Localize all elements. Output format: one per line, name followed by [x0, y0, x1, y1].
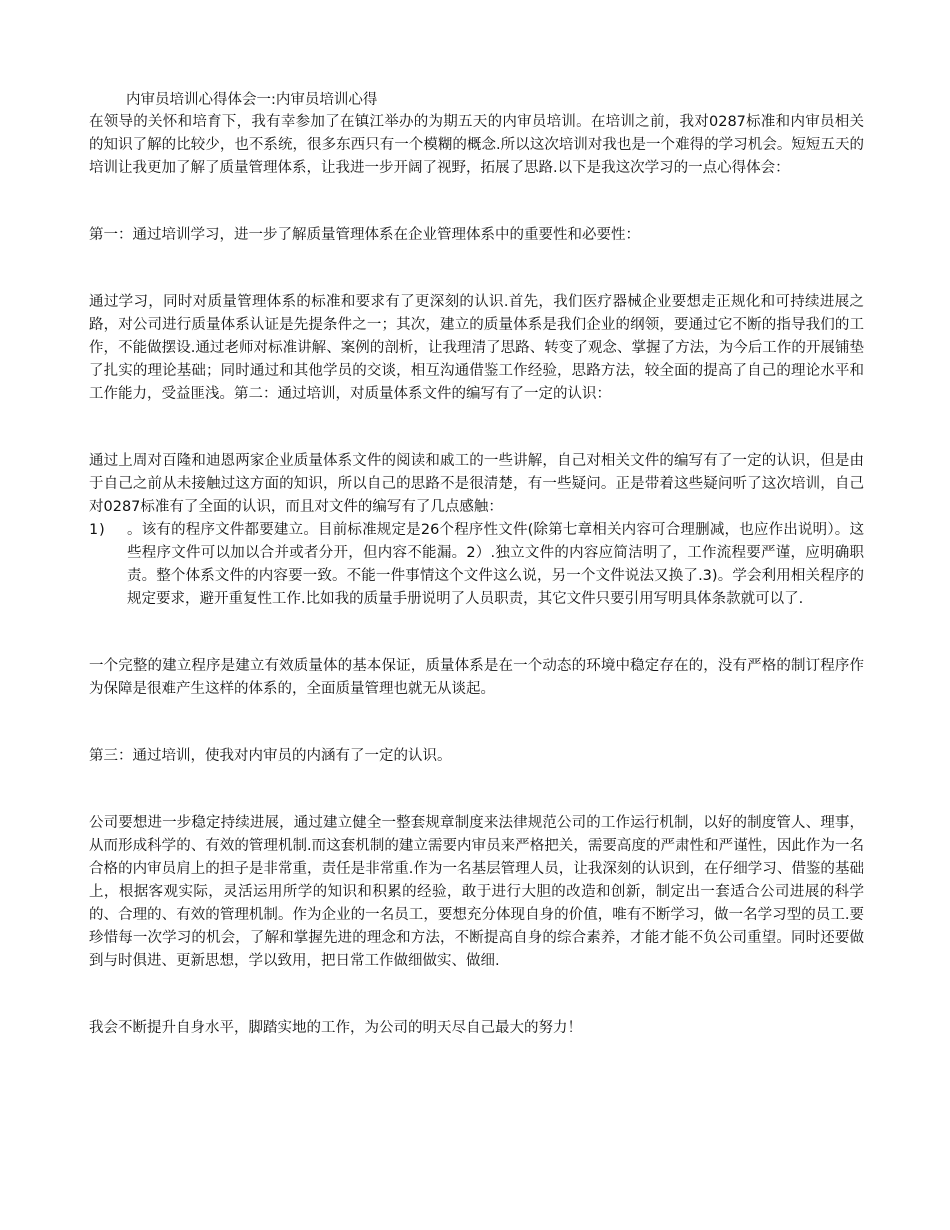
document-body: [89, 90, 864, 1040]
paragraph-1: 通过学习，同时对质量管理体系的标准和要求有了更深刻的认识.首先，我们医疗器械企业要想走正规化和可持续进展之路，对公司进行质量体系认证是先提条件之一；其次，建立的质量体系是我们企业的纲领，要通过它不断的指导我们的工作，不能做摆设.通过老师对标准讲解、案例的剖析，让我理清了思路、转变了观念、掌握了方法，为今后工作的开展铺垫了扎实的理论基础；同时通过和其他学员的交谈，相互沟通借鉴工作经验，思路方法，较全面的提高了自己的理论水平和工作能力，受益匪浅。第二：通过培训，对质量体系文件的编写有了一定的认识：: [89, 294, 864, 402]
closing-paragraph: 我会不断提升自身水平，脚踏实地的工作，为公司的明天尽自己最大的努力！: [89, 1020, 582, 1036]
list-item-number: 1): [89, 522, 107, 538]
section-heading-3: 第三：通过培训，使我对内审员的内涵有了一定的认识。: [89, 748, 452, 764]
paragraph-3: 一个完整的建立程序是建立有效质量体的基本保证，质量体系是在一个动态的环境中稳定存在的，没有严格的制订程序作为保障是很难产生这样的体系的，全面质量管理也就无从谈起。: [89, 658, 864, 697]
paragraph-2: 通过上周对百隆和迪恩两家企业质量体系文件的阅读和戚工的一些讲解，自己对相关文件的编写有了一定的认识，但是由于自己之前从未接触过这方面的知识，所以自己的思路不是很清楚，有一些疑问。正是带着这些疑问听了这次培训，自己对0287标准有了全面的认识，而且对文件的编写有了几点感触：: [89, 453, 864, 515]
intro-paragraph: 在领导的关怀和培育下，我有幸参加了在镇江举办的为期五天的内审员培训。在培训之前，我对0287标准和内审员相关的知识了解的比较少，也不系统，很多东西只有一个模糊的概念.所以这次培训对我也是一个难得的学习机会。短短五天的培训让我更加了解了质量管理体系，让我进一步开阔了视野，拓展了思路.以下是我这次学习的一点心得体会：: [89, 114, 864, 176]
list-item-text: 。该有的程序文件都要建立。目前标准规定是26个程序性文件(除第七章相关内容可合理删减，也应作出说明）。这些程序文件可以加以合并或者分开，但内容不能漏。2）.独立文件的内容应简洁明了，工作流程要严谨，应明确职责。整个体系文件的内容要一致。不能一件事情这个文件这么说，另一个文件说法又换了.3)。学会利用相关程序的规定要求，避开重复性工作.比如我的质量手册说明了人员职责，其它文件只要引用写明具体条款就可以了.: [127, 522, 864, 607]
numbered-list: [89, 519, 864, 611]
list-item: [89, 519, 864, 611]
section-heading-1: 第一：通过培训学习，进一步了解质量管理体系在企业管理体系中的重要性和必要性：: [89, 227, 640, 243]
document-title: 内审员培训心得体会一:内审员培训心得: [126, 92, 378, 108]
paragraph-4: 公司要想进一步稳定持续进展，通过建立健全一整套规章制度来法律规范公司的工作运行机制，以好的制度管人、理事，从而形成科学的、有效的管理机制.而这套机制的建立需要内审员来严格把关，需要高度的严肃性和严谨性，因此作为一名合格的内审员肩上的担子是非常重，责任是非常重.作为一名基层管理人员，让我深刻的认识到，在仔细学习、借鉴的基础上，根据客观实际，灵活运用所学的知识和积累的经验，敢于进行大胆的改造和创新，制定出一套适合公司进展的科学的、合理的、有效的管理机制。作为企业的一名员工，要想充分体现自身的价值，唯有不断学习，做一名学习型的员工.要珍惜每一次学习的机会，了解和掌握先进的理念和方法，不断提高自身的综合素养，才能才能不负公司重望。同时还要做到与时俱进、更新思想，学以致用，把日常工作做细做实、做细.: [89, 815, 864, 969]
